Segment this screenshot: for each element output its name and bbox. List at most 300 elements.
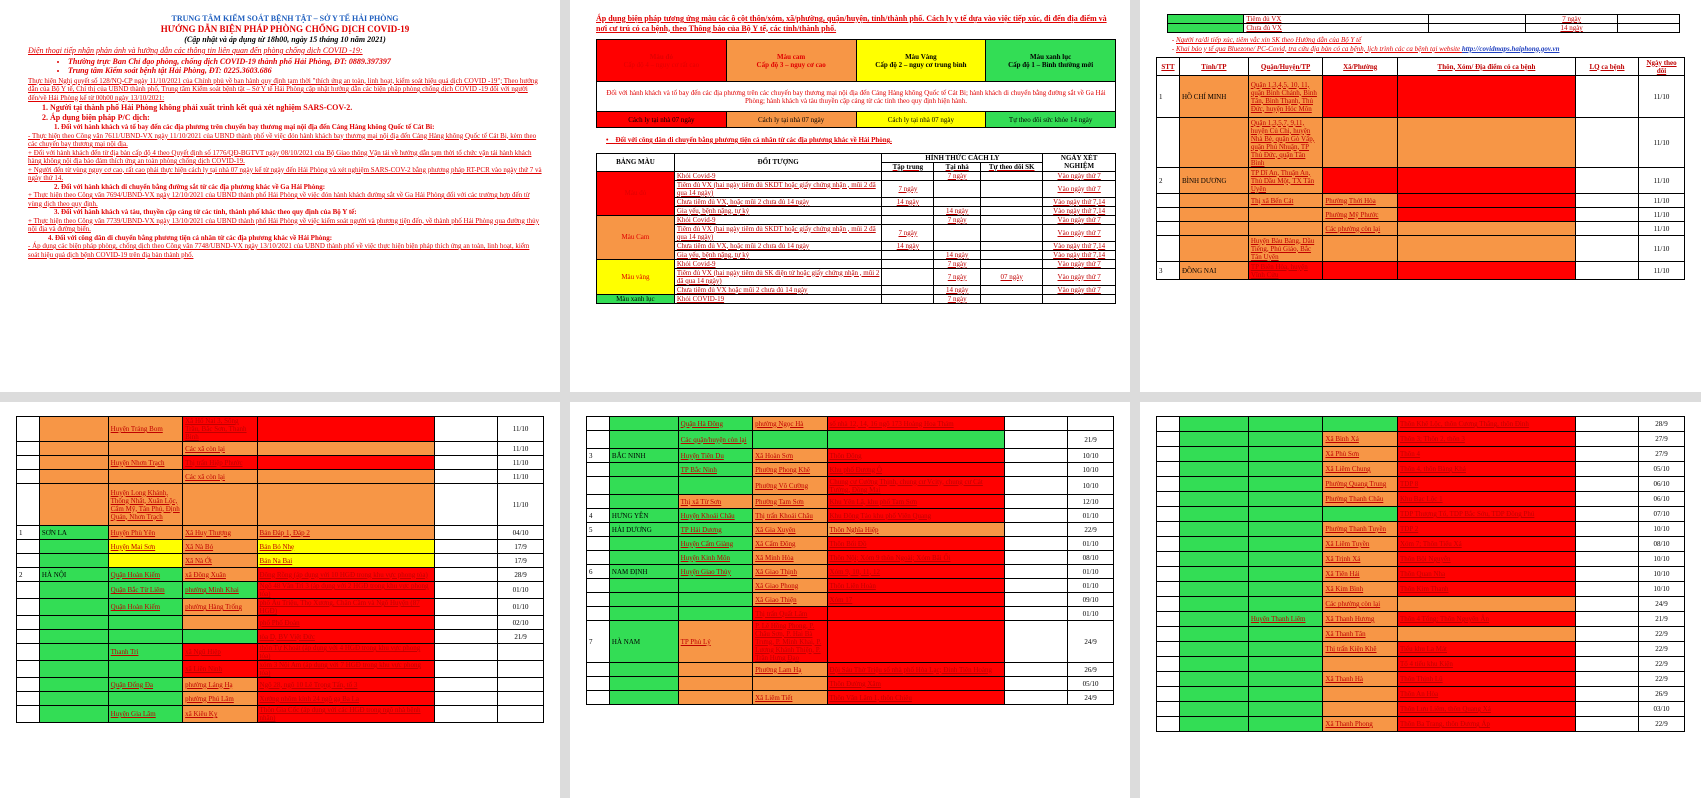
value-cell: Vào ngày thứ 7,14 xyxy=(1043,197,1116,206)
stt-cell xyxy=(1157,507,1180,522)
table-row xyxy=(1157,642,1685,657)
date-cell: 11/10 xyxy=(1639,168,1685,194)
quarantine-yellow: Cách ly tại nhà 07 ngày xyxy=(856,112,986,128)
place-cell: Thôn Gia Cốc (áp dụng với các HGĐ trong ngõ nhà bệnh nhân) xyxy=(257,706,435,723)
flight-note: Đối với hành khách và tổ bay đến các địa phương trên các chuyến bay thương mại nội địa đến Cảng Hàng không Quốc tế Cát Bi; hành khách di chuyển bằng đường sắt về Ga Hải Phòng; hành khách và tàu thuyền cập cảng từ các tỉnh theo quy định hiện hành. xyxy=(597,82,1116,112)
district-cell: Huyện Long Khánh, Thống Nhất, Xuân Lộc, Cẩm Mỹ, Tân Phú, Định Quán, Nhơn Trạch xyxy=(108,484,182,526)
place-cell: phố Phố Đoàn xyxy=(257,616,435,630)
district-cell xyxy=(108,661,182,678)
place-cell: số nhà 12, 14, 16 ngõ 173 Hoàng Hoa Thám xyxy=(827,417,1005,431)
stt-cell xyxy=(587,537,610,551)
date-cell: 08/10 xyxy=(1068,551,1114,565)
date-cell: 21/9 xyxy=(498,630,544,644)
value-cell xyxy=(981,215,1043,224)
district-cell: Huyện Bàu Bàng, Dầu Tiếng, Phú Giáo, Bắc Tân Uyên xyxy=(1248,236,1323,262)
color-group-label: Màu vàng xyxy=(597,259,675,294)
related-case-cell xyxy=(1575,582,1638,597)
ward-cell: Xã Minh Hòa xyxy=(753,551,827,565)
column-header: Tỉnh/TP xyxy=(1179,58,1248,76)
subject-cell: Chưa tiêm đủ VX, hoặc mũi 2 chưa đủ 14 ngày xyxy=(674,241,882,250)
place-cell: Thôn 4, thôn Bàng Khá xyxy=(1398,462,1576,477)
related-case-cell xyxy=(1575,492,1638,507)
date-cell xyxy=(498,678,544,692)
place-cell xyxy=(1398,76,1576,118)
province-cell xyxy=(609,607,678,621)
district-cell: Huyện Cẩm Giàng xyxy=(678,537,752,551)
date-cell: 28/9 xyxy=(1639,417,1685,432)
value-cell xyxy=(934,197,981,206)
district-cell: Quận 1,3,5,7, 9,11, huyện Củ Chi, huyện Nhà Bè, quận Gò Vấp, quận Phú Nhuận, TP Thủ Đức, quận Tân Bình xyxy=(1248,118,1323,168)
ward-cell: Xã Nà Ớt xyxy=(183,554,257,568)
district-cell: TP Hải Dương xyxy=(678,523,752,537)
province-cell: HÀ NAM xyxy=(609,621,678,663)
ward-cell: Xã Tiên Hải xyxy=(1323,567,1398,582)
table-row xyxy=(587,551,1114,565)
quarantine-row xyxy=(597,268,1116,285)
table-row xyxy=(1157,582,1685,597)
district-cell xyxy=(1248,447,1323,462)
value-cell xyxy=(934,224,981,241)
province-cell xyxy=(39,599,108,616)
cell: Tiêm đủ VX xyxy=(1244,15,1428,24)
stt-cell xyxy=(1157,194,1180,208)
ward-cell: Xã Cẩm Đông xyxy=(753,537,827,551)
date-cell: 10/10 xyxy=(1068,463,1114,477)
related-case-cell xyxy=(1575,687,1638,702)
ward-cell: Phường Võ Cường xyxy=(753,477,827,495)
stt-cell xyxy=(17,661,40,678)
place-cell xyxy=(1398,236,1576,262)
locations-table xyxy=(1156,416,1685,732)
stt-cell: 3 xyxy=(587,449,610,463)
cell xyxy=(1167,24,1244,33)
value-cell: 7 ngày xyxy=(882,224,934,241)
place-cell: Xóm 7; Thôn Tiểu Xá xyxy=(1398,537,1576,552)
place-cell: Xóm 9, 10, 11, 12 xyxy=(827,565,1005,579)
place-cell xyxy=(257,442,435,456)
date-cell xyxy=(1068,417,1114,431)
place-cell: Thôn Đường Xâm xyxy=(827,677,1005,691)
document-title: HƯỚNG DẪN BIỆN PHÁP PHÒNG CHỐNG DỊCH COVID-19 xyxy=(160,23,410,34)
province-cell xyxy=(1179,194,1248,208)
district-cell xyxy=(678,607,752,621)
stt-cell: 1 xyxy=(17,526,40,540)
table-row xyxy=(587,417,1114,431)
date-cell: 09/10 xyxy=(1068,593,1114,607)
province-cell: SƠN LA xyxy=(39,526,108,540)
district-cell xyxy=(1248,582,1323,597)
table-row xyxy=(587,621,1114,663)
related-case-cell xyxy=(435,417,498,442)
value-cell xyxy=(882,206,934,215)
place-cell: Thôn Liên Hoàn xyxy=(827,579,1005,593)
date-cell: 22/9 xyxy=(1068,523,1114,537)
measure-list xyxy=(40,103,542,122)
paragraph: - Áp dụng các biện pháp phòng, chống dịch theo Công văn 7748/UBND-VX ngày 13/10/2021 của UBND thành phố về việc thực hiện biện pháp thích ứng an toàn, linh hoạt, kiểm soát hiệu quả dịch bệnh COVID-19 trên địa bàn thành phố. xyxy=(28,242,530,259)
date-cell: 05/10 xyxy=(1639,462,1685,477)
value-cell: Vào ngày thứ 7 xyxy=(1043,215,1116,224)
ward-cell: Xã Thanh Hà xyxy=(1323,672,1398,687)
value-cell: Vào ngày thứ 7 xyxy=(1043,180,1116,197)
province-cell: HẢI DƯƠNG xyxy=(609,523,678,537)
district-cell xyxy=(108,692,182,706)
stt-cell xyxy=(587,551,610,565)
ward-cell xyxy=(753,431,827,449)
table-row xyxy=(1157,118,1685,168)
stt-cell xyxy=(587,495,610,509)
quarantine-red: Cách ly tại nhà 07 ngày xyxy=(597,112,727,128)
table-row xyxy=(1157,262,1685,280)
place-cell xyxy=(257,470,435,484)
ward-cell xyxy=(1323,687,1398,702)
table-row xyxy=(587,495,1114,509)
date-cell: 27/9 xyxy=(1639,447,1685,462)
ward-cell: Xã Liêm Tuyền xyxy=(1323,537,1398,552)
district-cell xyxy=(108,630,182,644)
date-cell: 01/10 xyxy=(1068,537,1114,551)
place-cell xyxy=(1398,118,1576,168)
measure-item: 2. Áp dụng biện pháp P/C dịch: xyxy=(50,113,542,123)
related-case-cell xyxy=(1575,76,1638,118)
province-cell xyxy=(1179,462,1248,477)
related-case-cell xyxy=(1575,447,1638,462)
date-cell: 21/9 xyxy=(1068,431,1114,449)
stt-cell xyxy=(17,442,40,456)
ward-cell: xã Liên Ninh xyxy=(183,661,257,678)
related-case-cell xyxy=(1575,597,1638,612)
value-cell xyxy=(981,285,1043,294)
quarantine-table xyxy=(596,153,1116,304)
stt-cell xyxy=(1157,672,1180,687)
ward-cell xyxy=(183,630,257,644)
province-cell xyxy=(39,678,108,692)
ward-cell: Các xã còn lại xyxy=(183,442,257,456)
province-cell: BÌNH DƯƠNG xyxy=(1179,168,1248,194)
ward-cell: Phường Tam Sơn xyxy=(753,495,827,509)
district-cell xyxy=(678,691,752,705)
column-header: Xã/Phường xyxy=(1323,58,1398,76)
value-cell xyxy=(882,171,934,180)
stt-cell xyxy=(17,644,40,661)
related-case-cell xyxy=(435,526,498,540)
stt-cell xyxy=(1157,432,1180,447)
place-cell xyxy=(1398,597,1576,612)
value-cell: Vào ngày thứ 7,14 xyxy=(1043,250,1116,259)
table-row xyxy=(587,663,1114,677)
related-case-cell xyxy=(435,540,498,554)
document-subtitle: (Cập nhật và áp dụng từ 18h00, ngày 15 tháng 10 năm 2021) xyxy=(184,34,386,44)
cell: Chưa đủ VX xyxy=(1244,24,1428,33)
province-cell xyxy=(1179,627,1248,642)
province-cell xyxy=(39,456,108,470)
table-row xyxy=(587,691,1114,705)
place-cell: TDP Thượng Tổ, TDP Bắc Sớu, TDP Đồng Phú xyxy=(1398,507,1576,522)
value-cell: 7 ngày xyxy=(934,171,981,180)
table-row xyxy=(1157,194,1685,208)
place-cell: Khu Bạc Lộc 1 xyxy=(1398,492,1576,507)
district-cell xyxy=(678,579,752,593)
related-case-cell xyxy=(435,630,498,644)
province-cell xyxy=(39,630,108,644)
stt-cell xyxy=(1157,208,1180,222)
stt-cell xyxy=(17,678,40,692)
quarantine-row xyxy=(597,285,1116,294)
place-cell: thôn Tự Khoát (áp dụng với 4 HGĐ trong khu vực phong tỏa) xyxy=(257,644,435,661)
value-cell: 7 ngày xyxy=(934,215,981,224)
paragraph: + Thực hiện theo Công văn 7694/UBND-VX ngày 12/10/2021 của UBND thành phố Hải Phòng về việc đón hành khách đường sắt về Ga Hải Phòng đối với các trường hợp đến từ vùng dịch theo quy định. xyxy=(28,191,530,208)
value-cell xyxy=(882,250,934,259)
district-cell: Huyện Phù Yên xyxy=(108,526,182,540)
table-row xyxy=(1157,612,1685,627)
stt-cell xyxy=(17,599,40,616)
district-cell: TP Bắc Ninh xyxy=(678,463,752,477)
table-row xyxy=(17,661,544,678)
date-cell: 02/10 xyxy=(498,616,544,630)
related-case-cell xyxy=(1575,702,1638,717)
province-cell xyxy=(39,692,108,706)
ward-cell: Thị trấn Quất Lâm xyxy=(753,607,827,621)
related-case-cell xyxy=(1005,677,1068,691)
locations-table xyxy=(16,416,544,723)
related-case-cell xyxy=(1575,507,1638,522)
related-case-cell xyxy=(1575,642,1638,657)
place-cell: Khu Yên Lã, khu phố Tam Sơn xyxy=(827,495,1005,509)
place-cell: Khu Đông Tảo khu phố Viên Quang xyxy=(827,509,1005,523)
related-case-cell xyxy=(1005,523,1068,537)
ward-cell: Phường Lam Hạ xyxy=(753,663,827,677)
table-row xyxy=(17,630,544,644)
table-row xyxy=(1157,76,1685,118)
date-cell: 03/10 xyxy=(1639,702,1685,717)
province-cell xyxy=(609,593,678,607)
value-cell xyxy=(882,215,934,224)
province-cell xyxy=(39,484,108,526)
related-case-cell xyxy=(1005,621,1068,663)
stt-cell xyxy=(1157,222,1180,236)
ward-cell xyxy=(1323,76,1398,118)
column-header: LQ ca bệnh xyxy=(1575,58,1638,76)
paragraph: + Thực hiện theo Công văn 7739/UBND-VX ngày 13/10/2021 của UBND thành phố Hải Phòng về việc kiểm soát người và phương tiện đến, về thành phố Hải Phòng qua đường thủy nội địa và đường biển. xyxy=(28,216,540,233)
related-case-cell xyxy=(1005,449,1068,463)
district-cell: Thị xã Bến Cát xyxy=(1248,194,1323,208)
date-cell: 22/9 xyxy=(1639,672,1685,687)
district-cell xyxy=(108,616,182,630)
province-cell xyxy=(609,431,678,449)
table-row xyxy=(587,579,1114,593)
value-cell: Vào ngày thứ 7,14 xyxy=(1043,206,1116,215)
province-cell: ĐỒNG NAI xyxy=(1179,262,1248,280)
place-cell: Xưởng nhôm kính 24 ngõ gạ Ba La xyxy=(257,692,435,706)
table-row xyxy=(587,593,1114,607)
place-cell: Thôn Kim Thanh xyxy=(1398,582,1576,597)
stt-cell xyxy=(1157,552,1180,567)
place-cell: Thôn Nội; Xóm 9 thôn Ngoài; Xóm Bãi Ổi xyxy=(827,551,1005,565)
district-cell xyxy=(108,554,182,568)
place-cell xyxy=(827,431,1005,449)
related-case-cell xyxy=(1005,463,1068,477)
district-cell xyxy=(1248,208,1323,222)
ward-cell: Xã Thanh Hương xyxy=(1323,612,1398,627)
place-cell: TDP 2 xyxy=(1398,522,1576,537)
date-cell: 04/10 xyxy=(498,526,544,540)
stt-cell xyxy=(17,692,40,706)
related-case-cell xyxy=(435,692,498,706)
stt-cell xyxy=(587,677,610,691)
district-cell: Quận Đống Đa xyxy=(108,678,182,692)
paragraph: - Thực hiện theo Công văn 7611/UBND-VX ngày 11/10/2021 của UBND thành phố về việc đón hành khách bay thương mại nội địa đến Cảng Hàng không Quốc tế Cát Bi, kèm theo các chuyến bay thương mại nội địa. xyxy=(28,131,537,148)
stt-cell xyxy=(1157,492,1180,507)
ward-cell xyxy=(1323,118,1398,168)
table-row xyxy=(1157,432,1685,447)
value-cell: Vào ngày thứ 7 xyxy=(1043,285,1116,294)
related-case-cell xyxy=(1575,168,1638,194)
date-cell xyxy=(498,692,544,706)
ward-cell: phường Phú Lãm xyxy=(183,692,257,706)
related-case-cell xyxy=(1575,118,1638,168)
table-row xyxy=(1157,657,1685,672)
ward-cell: Xã Hoàn Sơn xyxy=(753,449,827,463)
covidmaps-link[interactable]: http://covidmaps.haiphong.gov.vn xyxy=(1461,44,1560,53)
table-row xyxy=(587,537,1114,551)
district-cell: Quận 1,3,4,5, 10, 11, quận Bình Chánh, Bình Tân, Bình Thạnh, Thủ Đức, huyện Hóc Môn xyxy=(1248,76,1323,118)
district-cell xyxy=(1248,432,1323,447)
subject-cell: Gia yếu, bệnh nặng, tự kỷ xyxy=(674,206,882,215)
province-cell xyxy=(609,537,678,551)
place-cell xyxy=(257,456,435,470)
ward-cell: phường Hàng Trống xyxy=(183,599,257,616)
color-heading: Áp dụng biện pháp tương ứng màu các ô cột thôn/xóm, xã/phường, quận/huyện, tỉnh/thành phố. Cách ly y tế dựa vào việc tiếp xúc, đi đến địa điểm và nơi cư trú có ca bệnh, theo Thông báo của Bộ Y tế, các tỉnh/thành phố. xyxy=(596,14,1107,33)
table-row xyxy=(1157,672,1685,687)
date-cell: 01/10 xyxy=(1068,509,1114,523)
stt-cell xyxy=(1157,597,1180,612)
date-cell: 06/10 xyxy=(1639,477,1685,492)
value-cell: Vào ngày thứ 7 xyxy=(1043,259,1116,268)
place-cell xyxy=(1398,168,1576,194)
province-cell xyxy=(609,579,678,593)
related-case-cell xyxy=(1005,593,1068,607)
stt-cell xyxy=(1157,567,1180,582)
district-cell: Huyện Tiên Du xyxy=(678,449,752,463)
province-cell: HÀ NỘI xyxy=(39,568,108,582)
related-case-cell xyxy=(1005,565,1068,579)
cell: 7 ngày xyxy=(1526,15,1618,24)
table-row xyxy=(17,540,544,554)
related-case-cell xyxy=(1005,477,1068,495)
stt-cell xyxy=(1157,417,1180,432)
vehicle-note: • Đối với công dân di chuyển bằng phương tiện cá nhân từ các địa phương khác về Hải Phòng. xyxy=(606,136,892,144)
value-cell: 14 ngày xyxy=(882,241,934,250)
date-cell: 22/9 xyxy=(1639,627,1685,642)
quarantine-row xyxy=(597,180,1116,197)
related-case-cell xyxy=(435,582,498,599)
place-cell: Đội Sáu Thờ Triệu số nhà phố Hòa Lạc; Đinh Tiên Hoàng xyxy=(827,663,1005,677)
province-cell xyxy=(1179,118,1248,168)
district-cell: TP Biên Hòa, huyện Vĩnh Cửu xyxy=(1248,262,1323,280)
date-cell: 10/10 xyxy=(1639,522,1685,537)
date-cell: 11/10 xyxy=(1639,222,1685,236)
date-cell: 01/10 xyxy=(1068,579,1114,593)
district-cell: Huyện Thanh Liêm xyxy=(1248,612,1323,627)
date-cell: 11/10 xyxy=(1639,208,1685,222)
table-row xyxy=(17,484,544,526)
stt-cell: 7 xyxy=(587,621,610,663)
stt-cell xyxy=(1157,236,1180,262)
stt-cell: 3 xyxy=(1157,262,1180,280)
province-cell: NAM ĐỊNH xyxy=(609,565,678,579)
note: - Khai báo y tế qua Bluezone/ PC-Covid, tra cứu địa bàn có ca bệnh, lịch trình các ca bệnh tại website http://covidmaps.haiphong.gov.vn xyxy=(1176,45,1685,54)
district-cell: Huyện Kinh Môn xyxy=(678,551,752,565)
place-cell xyxy=(257,484,435,526)
place-cell xyxy=(827,621,1005,663)
header-test: NGÀY XÉT NGHIỆM xyxy=(1043,153,1116,171)
table-row xyxy=(17,616,544,630)
legal-basis-paragraph: Thực hiện Nghị quyết số 128/NQ-CP ngày 11/10/2021 của Chính phủ về ban hành quy định tạm thời "thích ứng an toàn, linh hoạt, kiểm soát hiệu quả dịch COVID -19"; Theo hướng dẫn của Bộ Y tế, Chỉ thị của UBND thành phố, Trung tâm Kiểm soát bệnh tật – Sở Y tế Hải Phòng cập nhật hướng dẫn các biện pháp phòng chống dịch COVID -19 đối với người đến/về Hải Phòng kể từ 00h00 ngày 13/10/2021: xyxy=(28,76,538,102)
table-row xyxy=(587,677,1114,691)
place-cell xyxy=(1398,194,1576,208)
stt-cell xyxy=(1157,627,1180,642)
place-cell: Thôn Bội Nguyễn xyxy=(1398,552,1576,567)
related-case-cell xyxy=(435,644,498,661)
value-cell: 7 ngày xyxy=(934,294,981,303)
date-cell: 24/9 xyxy=(1639,597,1685,612)
ward-cell xyxy=(753,677,827,691)
date-cell: 07/10 xyxy=(1639,507,1685,522)
subject-cell: Chưa tiêm đủ VX, hoặc mũi 2 chưa đủ 14 ngày xyxy=(674,197,882,206)
place-cell: Bản Đáp 1, Đáp 2 xyxy=(257,526,435,540)
hotline-item: • Trung tâm Kiểm soát bệnh tật Hải Phòng, ĐT: 0225.3603.686 xyxy=(68,66,542,76)
stt-cell: 2 xyxy=(1157,168,1180,194)
ward-cell: Xã Giao Phong xyxy=(753,579,827,593)
table-row xyxy=(587,463,1114,477)
place-cell: Bản Na Bai xyxy=(257,554,435,568)
table-row xyxy=(1157,702,1685,717)
related-case-cell xyxy=(1005,579,1068,593)
district-cell xyxy=(1248,642,1323,657)
date-cell: 26/9 xyxy=(1639,687,1685,702)
stt-cell xyxy=(17,630,40,644)
ward-cell: Xã Trịnh Xá xyxy=(1323,552,1398,567)
table-row xyxy=(17,582,544,599)
stt-cell xyxy=(1157,717,1180,732)
stt-cell xyxy=(17,706,40,723)
date-cell: 21/9 xyxy=(1639,612,1685,627)
place-cell: Thôn Bối Đồ xyxy=(827,537,1005,551)
date-cell: 24/9 xyxy=(1068,621,1114,663)
district-cell: Quận Bắc Từ Liêm xyxy=(108,582,182,599)
province-cell xyxy=(1179,492,1248,507)
table-row xyxy=(1157,717,1685,732)
subject-cell: Tiêm đủ VX (hai ngày tiêm đủ SK điện tử hoặc giấy chứng nhận , mũi 2 đã qua 14 ngày) xyxy=(674,268,882,285)
related-case-cell xyxy=(1575,417,1638,432)
related-case-cell xyxy=(435,568,498,582)
district-cell xyxy=(1248,627,1323,642)
quarantine-row xyxy=(597,206,1116,215)
district-cell: Huyện Giao Thủy xyxy=(678,565,752,579)
district-cell xyxy=(1248,672,1323,687)
subject-cell: Tiêm đủ VX (hai ngày tiêm đủ SKDT hoặc giấy chứng nhận , mũi 2 đã qua 14 ngày) xyxy=(674,180,882,197)
stt-cell xyxy=(1157,612,1180,627)
place-cell: Chung cư Cường Thịnh, chung cư Vcity, chung cư Cát Tường, Đồng Mai xyxy=(827,477,1005,495)
ward-cell: Xã Liêm Tiết xyxy=(753,691,827,705)
district-cell xyxy=(678,677,752,691)
ward-cell: Xã Liêm Chung xyxy=(1323,462,1398,477)
table-row xyxy=(17,554,544,568)
date-cell: 10/10 xyxy=(1639,552,1685,567)
value-cell xyxy=(981,197,1043,206)
district-cell: Huyện Trảng Bom xyxy=(108,417,182,442)
ward-cell: Xã Hố Nai 3, Sông Trầu, Bắc Sơn, Thanh Bình xyxy=(183,417,257,442)
header-concentrated: Tập trung xyxy=(882,162,934,171)
